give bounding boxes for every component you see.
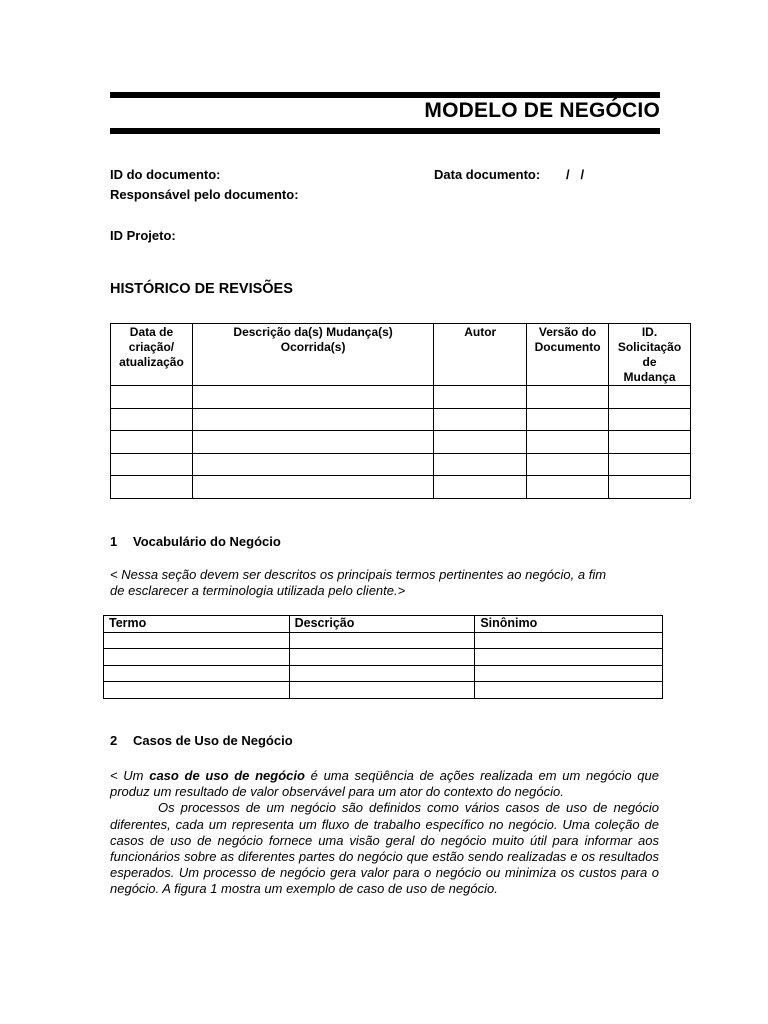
table-cell[interactable] xyxy=(475,665,663,682)
revision-history-heading: HISTÓRICO DE REVISÕES xyxy=(110,281,293,297)
table-cell[interactable] xyxy=(527,408,609,431)
table-row xyxy=(111,453,691,476)
section-2-paragraph-1: < Um caso de uso de negócio é uma seqüência de ações realizada em um negócio que produz um resultado de valor observável para um ator do contexto do negócio. xyxy=(110,768,659,800)
col-header-synonym: Sinônimo xyxy=(475,616,663,633)
table-cell[interactable] xyxy=(289,665,475,682)
table-cell[interactable] xyxy=(192,431,433,454)
table-cell[interactable] xyxy=(609,431,691,454)
table-row xyxy=(104,665,663,682)
table-cell[interactable] xyxy=(527,476,609,499)
table-cell[interactable] xyxy=(434,386,527,409)
table-cell[interactable] xyxy=(104,632,290,649)
section-2-body xyxy=(110,768,659,898)
revision-history-table xyxy=(110,323,691,499)
table-cell[interactable] xyxy=(434,476,527,499)
table-cell[interactable] xyxy=(527,453,609,476)
table-cell[interactable] xyxy=(609,453,691,476)
responsible-label: Responsável pelo documento: xyxy=(110,187,299,202)
table-cell[interactable] xyxy=(111,386,193,409)
table-row xyxy=(111,476,691,499)
revision-header-row xyxy=(111,324,691,386)
col-header-description: Descrição xyxy=(289,616,475,633)
table-row xyxy=(111,431,691,454)
table-cell[interactable] xyxy=(527,386,609,409)
table-cell[interactable] xyxy=(475,632,663,649)
col-header-term: Termo xyxy=(104,616,290,633)
table-cell[interactable] xyxy=(289,632,475,649)
section-1-note xyxy=(110,567,606,599)
table-row xyxy=(104,682,663,699)
table-cell[interactable] xyxy=(104,665,290,682)
table-cell[interactable] xyxy=(192,453,433,476)
table-cell[interactable] xyxy=(104,682,290,699)
col-header-version: Versão do Documento xyxy=(527,324,609,386)
section-2-title: Casos de Uso de Negócio xyxy=(133,733,293,748)
table-row xyxy=(111,408,691,431)
doc-date-value: / / xyxy=(566,167,585,182)
table-cell[interactable] xyxy=(434,453,527,476)
section-2-paragraph-2: Os processos de um negócio são definidos como vários casos de uso de negócio diferentes, cada um representa um fluxo de trabalho específico no negócio. Uma coleção de casos de uso de negócio fornece uma visão geral do negócio muito útil para informar aos funcionários sobre as diferentes partes do negócio que estão sendo realizadas e os resultados esperados. Um processo de negócio gera valor para o negócio ou minimiza os custos para o negócio. A figura 1 mostra um exemplo de caso de uso de negócio. xyxy=(110,800,659,897)
table-cell[interactable] xyxy=(609,386,691,409)
table-cell[interactable] xyxy=(111,476,193,499)
col-header-author: Autor xyxy=(434,324,527,386)
table-cell[interactable] xyxy=(527,431,609,454)
project-id-label: ID Projeto: xyxy=(110,228,176,243)
business-use-case-term: caso de uso de negócio xyxy=(149,768,305,783)
section-1-note-line: < Nessa seção devem ser descritos os principais termos pertinentes ao negócio, a fim xyxy=(110,567,607,582)
table-cell[interactable] xyxy=(475,649,663,666)
section-1-heading xyxy=(110,534,281,549)
section-1-note-line: de esclarecer a terminologia utilizada pelo cliente.> xyxy=(110,583,406,598)
page-title: MODELO DE NEGÓCIO xyxy=(424,99,660,122)
col-header-change-request: ID. Solicitação de Mudança xyxy=(609,324,691,386)
col-header-description: Descrição da(s) Mudança(s) Ocorrida(s) xyxy=(192,324,433,386)
section-1-title: Vocabulário do Negócio xyxy=(133,534,281,549)
table-cell[interactable] xyxy=(111,453,193,476)
table-cell[interactable] xyxy=(434,431,527,454)
vocabulary-header-row xyxy=(104,616,663,633)
title-top-rule xyxy=(110,92,660,98)
table-cell[interactable] xyxy=(111,431,193,454)
title-bottom-rule xyxy=(110,128,660,134)
doc-id-label: ID do documento: xyxy=(110,167,221,182)
table-cell[interactable] xyxy=(434,408,527,431)
table-cell[interactable] xyxy=(192,408,433,431)
section-2-number: 2 xyxy=(110,733,118,748)
col-header-date: Data de criação/ atualização xyxy=(111,324,193,386)
table-cell[interactable] xyxy=(111,408,193,431)
section-1-number: 1 xyxy=(110,534,118,549)
table-row xyxy=(111,386,691,409)
table-cell[interactable] xyxy=(192,386,433,409)
table-cell[interactable] xyxy=(609,476,691,499)
table-cell[interactable] xyxy=(609,408,691,431)
table-cell[interactable] xyxy=(289,649,475,666)
doc-date-label: Data documento: xyxy=(434,167,541,182)
table-cell[interactable] xyxy=(289,682,475,699)
table-row xyxy=(104,632,663,649)
table-cell[interactable] xyxy=(475,682,663,699)
table-cell[interactable] xyxy=(104,649,290,666)
table-row xyxy=(104,649,663,666)
vocabulary-table xyxy=(103,615,663,699)
table-cell[interactable] xyxy=(192,476,433,499)
section-2-heading xyxy=(110,733,293,748)
